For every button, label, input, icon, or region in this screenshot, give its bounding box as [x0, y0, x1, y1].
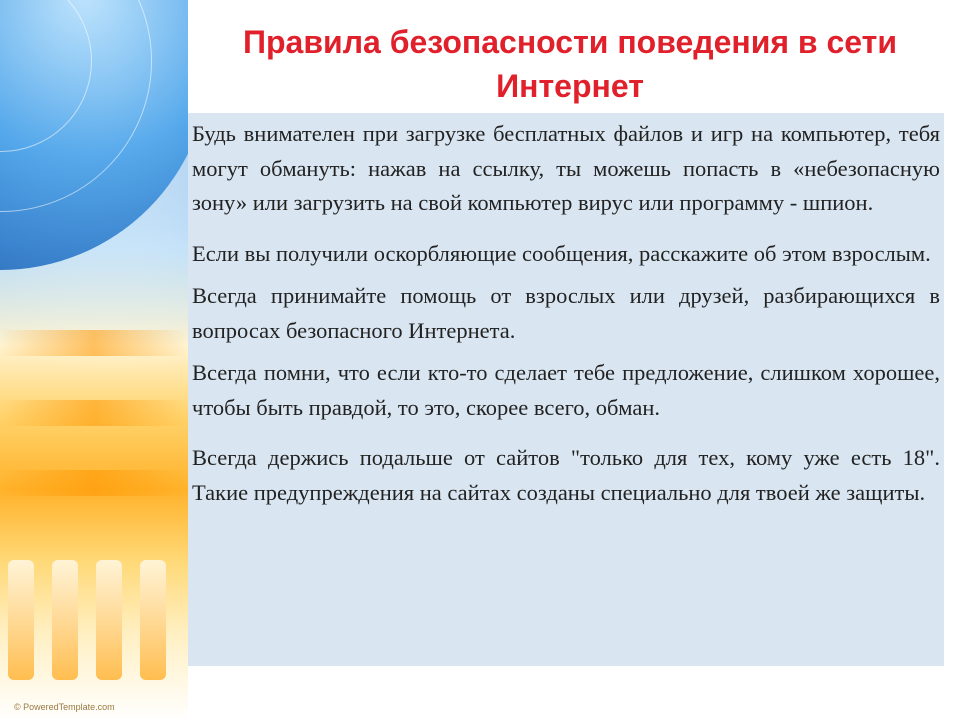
light-stripe [0, 400, 188, 426]
film-strip-frame [52, 560, 78, 680]
film-strip-frame [8, 560, 34, 680]
rule-paragraph-4: Всегда помни, что если кто-то сделает тебе предложение, слишком хорошее, чтобы быть правдой, то это, скорее всего, обман. [192, 360, 940, 420]
rule-paragraph-3: Всегда принимайте помощь от взрослых или друзей, разбирающихся в вопросах безопасного Интернета. [192, 283, 940, 343]
light-stripe [0, 330, 188, 356]
slide-title: Правила безопасности поведения в сети Интернет [243, 24, 897, 104]
template-credit: © PoweredTemplate.com [14, 702, 115, 712]
rule-paragraph-2: Если вы получили оскорбляющие сообщения, расскажите об этом взрослым. [192, 240, 931, 266]
rule-paragraph-1: Будь внимателен при загрузке бесплатных файлов и игр на компьютер, тебя могут обмануть: нажав на ссылку, ты можешь попасть в «небезопасную зону» или загрузить на свой компьютер вирус или программу - шпион. [192, 121, 940, 215]
light-stripe [0, 470, 188, 496]
rules-text-box [188, 113, 944, 666]
rule-paragraph-5: Всегда держись подальше от сайтов "только для тех, кому уже есть 18". Такие предупреждения на сайтах созданы специально для твоей же защиты. [192, 445, 940, 505]
film-strip-frame [140, 560, 166, 680]
decorative-background-art [0, 0, 188, 720]
film-strip-frame [96, 560, 122, 680]
